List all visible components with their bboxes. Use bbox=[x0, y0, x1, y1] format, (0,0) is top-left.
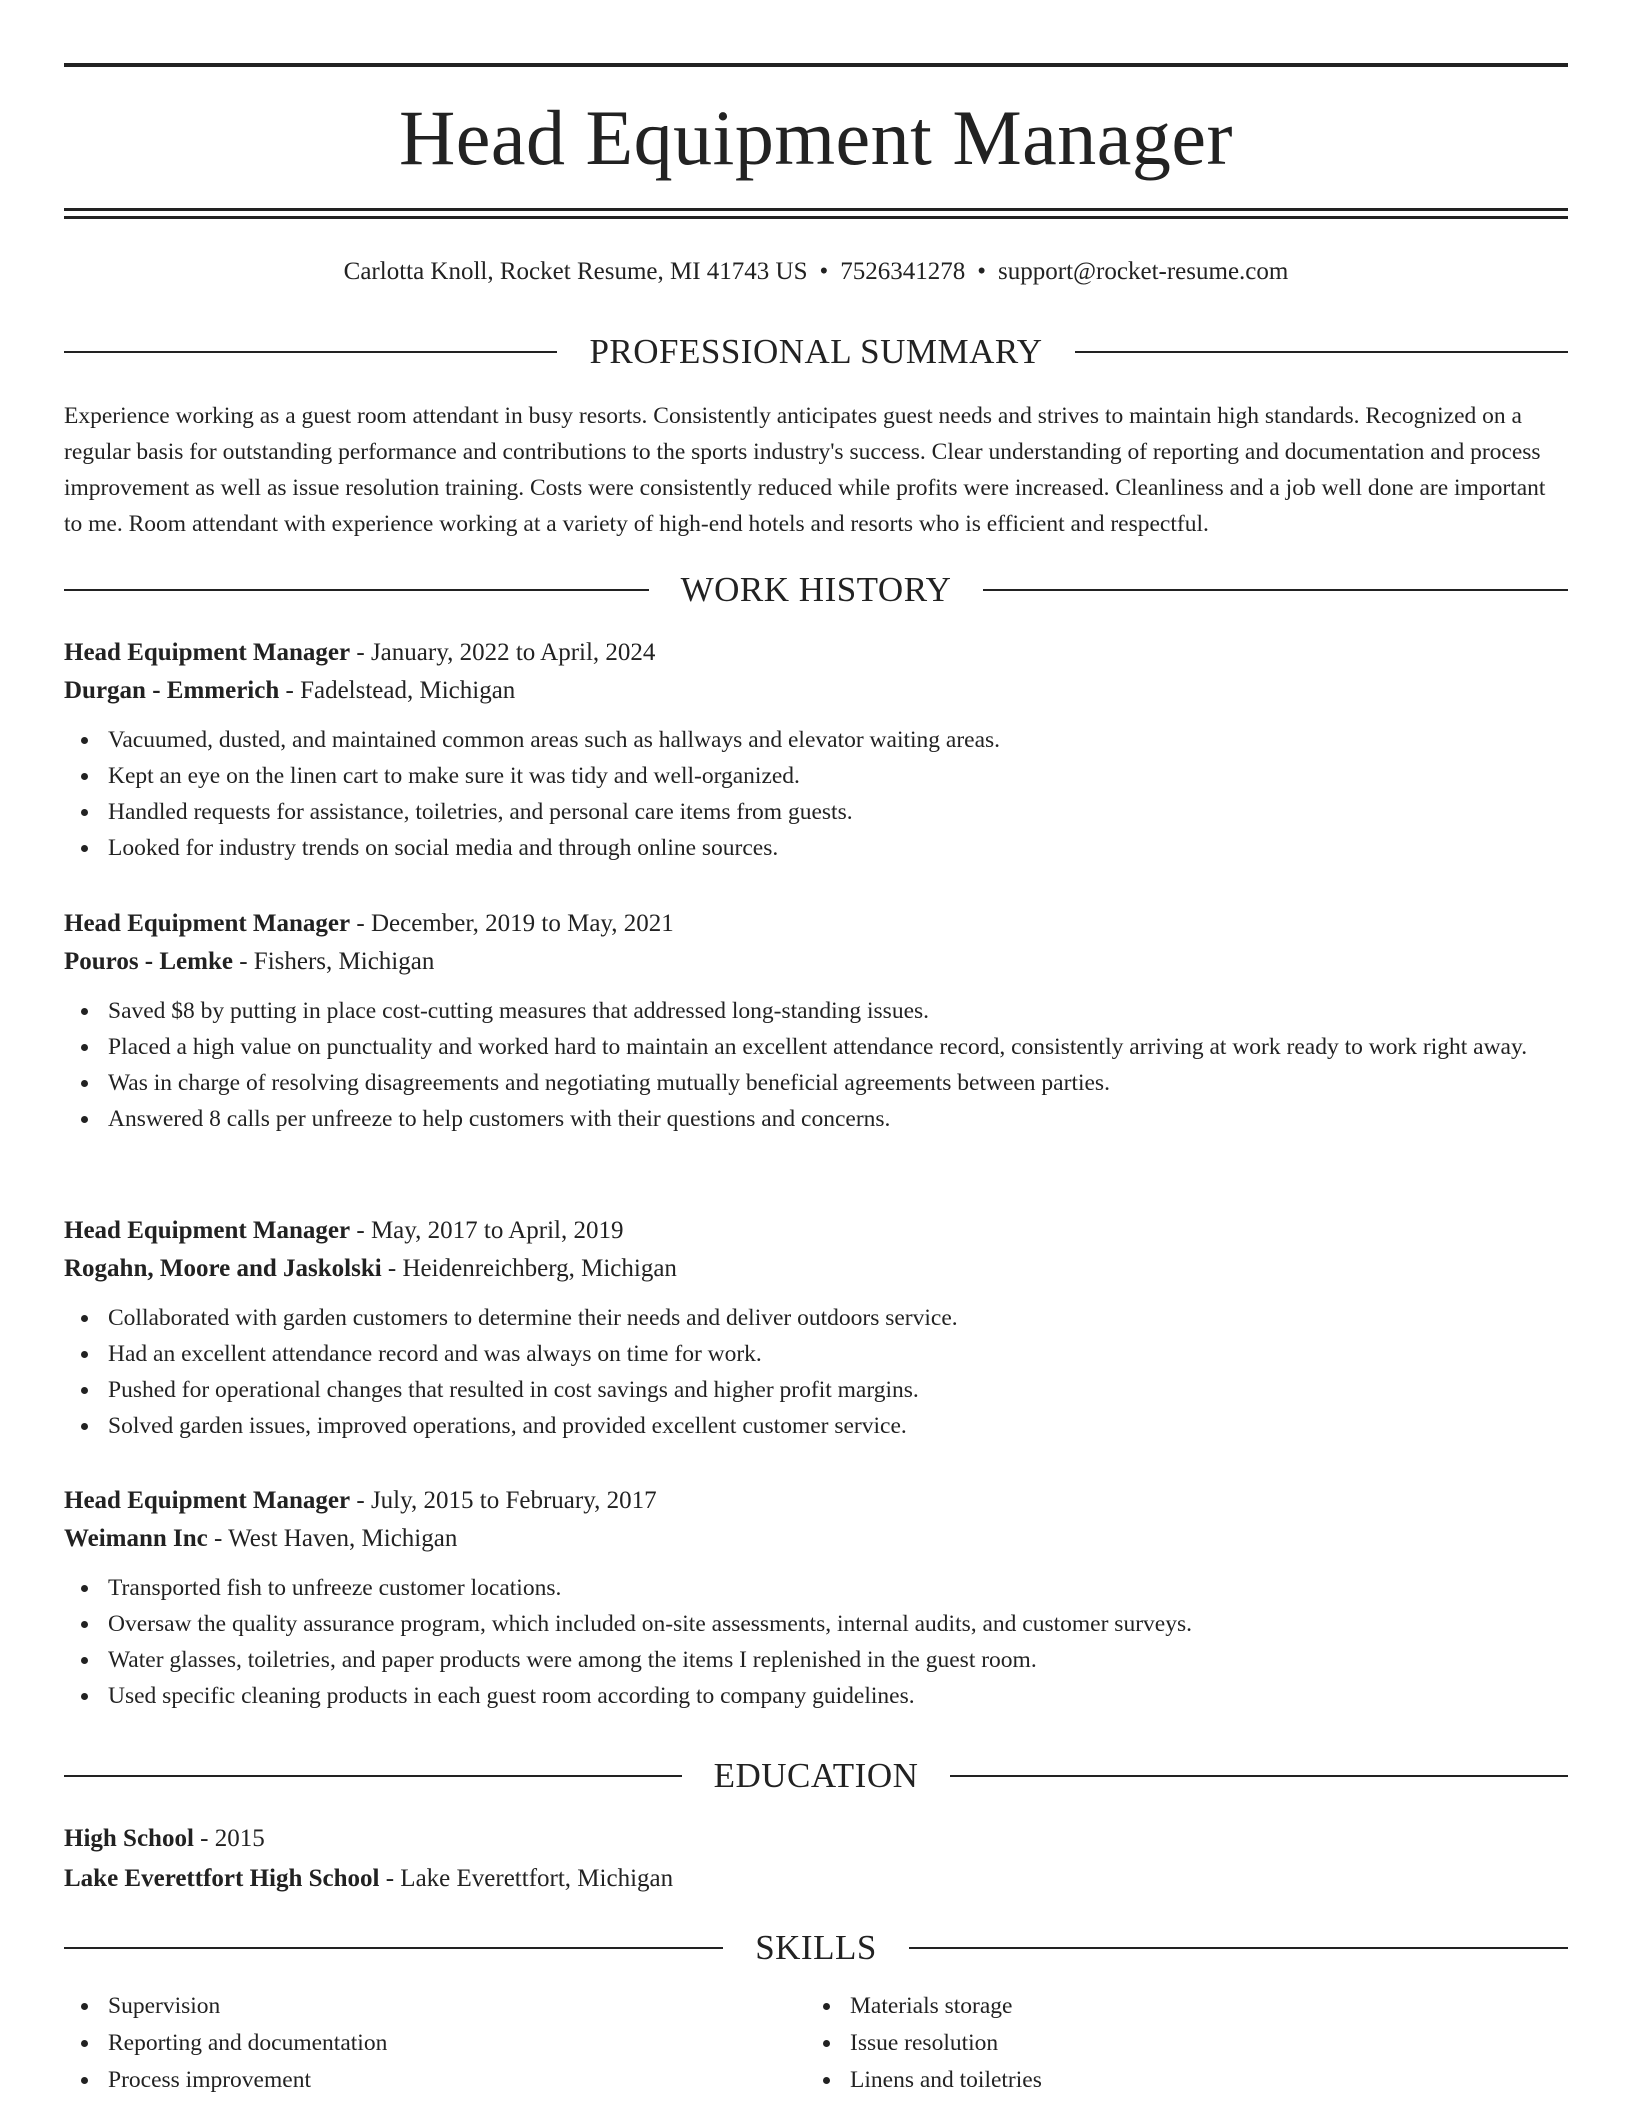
top-rule bbox=[64, 63, 1568, 67]
job-bullets bbox=[64, 1300, 1568, 1444]
list-item: Water glasses, toiletries, and paper products were among the items I replenished in the guest room. bbox=[64, 1642, 1568, 1678]
list-item: Oversaw the quality assurance program, which included on-site assessments, internal audits, and customer surveys. bbox=[64, 1606, 1568, 1642]
section-heading-summary bbox=[64, 329, 1568, 375]
job-bullets bbox=[64, 1570, 1568, 1714]
job-dates: - May, 2017 to April, 2019 bbox=[350, 1217, 624, 1244]
job-company: Rogahn, Moore and Jaskolski bbox=[64, 1255, 382, 1282]
section-rule bbox=[64, 1775, 682, 1777]
summary-text: Experience working as a guest room attendant in busy resorts. Consistently anticipates guest needs and strives to maintain high standards. Recognized on a regular basis for outstanding performance and contributions to the sports industry's success. Clear understanding of reporting and documentation and process improvement as well as issue resolution training. Costs were consistently reduced while profits were increased. Cleanliness and a job well done are important to me. Room attendant with experience working at a variety of high-end hotels and resorts who is efficient and respectful. bbox=[64, 403, 1546, 537]
job-title: Head Equipment Manager bbox=[64, 910, 351, 937]
job-title: Head Equipment Manager bbox=[64, 639, 351, 666]
education-degree-line bbox=[64, 1819, 1568, 1859]
education-school-line bbox=[64, 1859, 1568, 1899]
contact-separator: • bbox=[819, 258, 829, 285]
section-heading-education bbox=[64, 1753, 1568, 1799]
section-heading-work-history bbox=[64, 567, 1568, 613]
skill-item: Supervision bbox=[64, 1988, 806, 2025]
list-item: Answered 8 calls per unfreeze to help customers with their questions and concerns. bbox=[64, 1101, 1568, 1137]
list-item: Pushed for operational changes that resulted in cost savings and higher profit margins. bbox=[64, 1372, 1568, 1408]
list-item: Looked for industry trends on social media and through online sources. bbox=[64, 830, 1568, 866]
job-location: - Fadelstead, Michigan bbox=[279, 677, 516, 704]
job-title-line bbox=[64, 1482, 1568, 1520]
skill-item: Process improvement bbox=[64, 2062, 806, 2099]
list-item: Handled requests for assistance, toiletries, and personal care items from guests. bbox=[64, 794, 1568, 830]
skill-item: Linens and toiletries bbox=[806, 2062, 1548, 2099]
job-company: Durgan - Emmerich bbox=[64, 677, 280, 704]
job-company: Weimann Inc bbox=[64, 1525, 208, 1552]
skills-column-left bbox=[64, 1988, 806, 2099]
list-item: Used specific cleaning products in each guest room according to company guidelines. bbox=[64, 1678, 1568, 1714]
job-company-line bbox=[64, 1520, 1568, 1558]
contact-phone: 7526341278 bbox=[840, 258, 966, 285]
education-school: Lake Everettfort High School bbox=[64, 1865, 380, 1892]
skill-item: Materials storage bbox=[806, 1988, 1548, 2025]
section-rule bbox=[64, 351, 557, 353]
job-bullets bbox=[64, 722, 1568, 866]
list-item: Vacuumed, dusted, and maintained common areas such as hallways and elevator waiting areas. bbox=[64, 722, 1568, 758]
section-rule bbox=[909, 1947, 1568, 1949]
job-entry bbox=[64, 1212, 1568, 1444]
section-title: SKILLS bbox=[755, 1928, 877, 1967]
section-rule bbox=[64, 589, 649, 591]
skill-item: Reporting and documentation bbox=[64, 2025, 806, 2062]
job-bullets bbox=[64, 993, 1568, 1137]
section-title: PROFESSIONAL SUMMARY bbox=[589, 332, 1043, 371]
job-company-line bbox=[64, 1250, 1568, 1288]
job-dates: - July, 2015 to February, 2017 bbox=[350, 1487, 657, 1514]
job-title: Head Equipment Manager bbox=[64, 1217, 351, 1244]
job-title-line bbox=[64, 634, 1568, 672]
job-entry bbox=[64, 1482, 1568, 1714]
section-title: EDUCATION bbox=[713, 1756, 919, 1795]
job-company-line bbox=[64, 672, 1568, 710]
education-location: - Lake Everettfort, Michigan bbox=[379, 1865, 674, 1892]
skill-item: Issue resolution bbox=[806, 2025, 1548, 2062]
list-item: Was in charge of resolving disagreements and negotiating mutually beneficial agreements between parties. bbox=[64, 1065, 1568, 1101]
list-item: Solved garden issues, improved operations, and provided excellent customer service. bbox=[64, 1408, 1568, 1444]
job-company-line bbox=[64, 943, 1568, 981]
job-location: - West Haven, Michigan bbox=[207, 1525, 458, 1552]
job-company: Pouros - Lemke bbox=[64, 948, 233, 975]
contact-address: Carlotta Knoll, Rocket Resume, MI 41743 US bbox=[343, 258, 808, 285]
contact-separator: • bbox=[977, 258, 987, 285]
education-degree: High School bbox=[64, 1825, 194, 1852]
title-double-rule bbox=[64, 208, 1568, 219]
job-title-line bbox=[64, 1212, 1568, 1250]
list-item: Transported fish to unfreeze customer locations. bbox=[64, 1570, 1568, 1606]
section-title: WORK HISTORY bbox=[680, 570, 952, 609]
contact-line bbox=[64, 254, 1568, 290]
education-year: - 2015 bbox=[193, 1825, 265, 1852]
job-entry bbox=[64, 634, 1568, 866]
education-entry bbox=[64, 1819, 1568, 1899]
list-item: Saved $8 by putting in place cost-cutting measures that addressed long-standing issues. bbox=[64, 993, 1568, 1029]
job-title: Head Equipment Manager bbox=[64, 1487, 351, 1514]
skills-column-right bbox=[806, 1988, 1548, 2099]
section-heading-skills bbox=[64, 1925, 1568, 1971]
section-rule bbox=[950, 1775, 1568, 1777]
section-rule bbox=[1075, 351, 1568, 353]
section-rule bbox=[983, 589, 1568, 591]
job-dates: - December, 2019 to May, 2021 bbox=[350, 910, 674, 937]
list-item: Kept an eye on the linen cart to make sure it was tidy and well-organized. bbox=[64, 758, 1568, 794]
resume-title: Head Equipment Manager bbox=[398, 94, 1234, 181]
list-item: Collaborated with garden customers to determine their needs and deliver outdoors service. bbox=[64, 1300, 1568, 1336]
job-entry bbox=[64, 905, 1568, 1137]
section-rule bbox=[64, 1947, 723, 1949]
skills-list bbox=[64, 1988, 1568, 2099]
list-item: Placed a high value on punctuality and worked hard to maintain an excellent attendance record, consistently arriving at work ready to work right away. bbox=[64, 1029, 1568, 1065]
job-dates: - January, 2022 to April, 2024 bbox=[350, 639, 656, 666]
job-location: - Fishers, Michigan bbox=[232, 948, 435, 975]
job-title-line bbox=[64, 905, 1568, 943]
list-item: Had an excellent attendance record and was always on time for work. bbox=[64, 1336, 1568, 1372]
contact-email: support@rocket-resume.com bbox=[998, 258, 1289, 285]
job-location: - Heidenreichberg, Michigan bbox=[381, 1255, 677, 1282]
